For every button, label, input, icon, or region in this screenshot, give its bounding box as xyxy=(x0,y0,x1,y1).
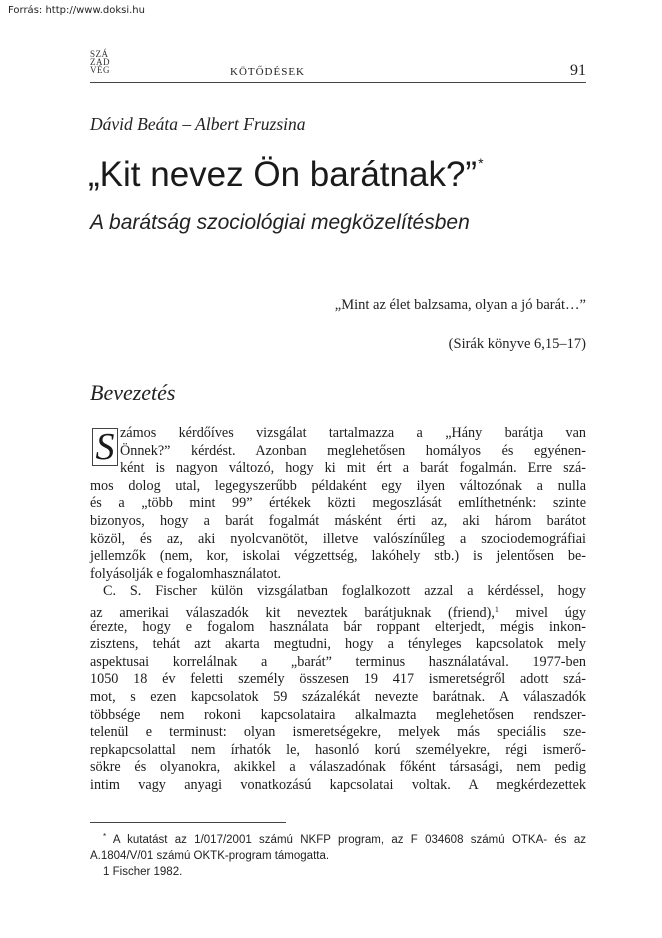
body-line: jellemzők (nem, kor, iskolai végzettség, lakóhely stb.) is jelentősen be- xyxy=(90,548,586,565)
header-rule xyxy=(90,82,586,83)
body-line: 1050 18 év feletti személy összesen 19 417 ismeretségről adott szá- xyxy=(90,671,586,688)
footnote-1-mark: 1 xyxy=(103,866,110,878)
running-title: KÖTŐDÉSEK xyxy=(230,66,305,78)
page-number: 91 xyxy=(570,62,586,79)
footnote-star-text-1: A kutatást az 1/017/2001 számú NKFP program, az F 034608 számú OTKA- és az xyxy=(112,834,587,846)
body-text xyxy=(90,425,586,794)
footnote-star-mark: * xyxy=(103,832,107,841)
source-label: Forrás: http://www.doksi.hu xyxy=(8,5,145,16)
logo-line: SZÁ xyxy=(90,49,109,59)
body-line: sökre és olyanokra, akikkel a válaszadónak főként társasági, nem pedig xyxy=(90,759,586,776)
body-line: többsége nem rokoni kapcsolataira alkalmazta meglehetősen rendszer- xyxy=(90,706,586,723)
footnote-1 xyxy=(90,864,586,880)
body-line: mot, s ezen kapcsolatok 59 százalékát nevezte barátnak. A válaszadók xyxy=(90,688,586,705)
logo-line: ZAD xyxy=(90,57,110,67)
footnotes xyxy=(90,829,586,880)
body-line: zisztens, tehát azt akarta megtudni, hogy a tényleges kapcsolatok mely xyxy=(90,636,586,653)
body-line: és a „több mint 99” értékek közti megoszlását említhetnénk: szinte xyxy=(90,495,586,512)
body-line: repkapcsolattal nem írhatók le, hasonló korú személyekre, régi ismerő- xyxy=(90,741,586,758)
body-line: Önnek?” kérdést. Azonban meglehetősen homályos és egyénen- xyxy=(120,442,586,459)
body-line: aspektusai korrelálnak a „barát” terminus használatával. 1977-ben xyxy=(90,653,586,670)
footnote-1-text: Fischer 1982. xyxy=(112,866,183,878)
body-line-fischer xyxy=(90,601,586,619)
fischer-tail: mivel úgy xyxy=(515,604,587,621)
body-line: telenül e terminust: olyan ismeretségekre, melyek más speciális sze- xyxy=(90,724,586,741)
article-subtitle: A barátság szociológiai megközelítésben xyxy=(90,211,470,234)
journal-logo xyxy=(90,50,116,74)
body-line: intim vagy anyagi vonatkozású kapcsolatai voltak. A megkérdezettek xyxy=(90,776,586,793)
footnote-star-cont: A.1804/V/01 számú OKTK-program támogatta. xyxy=(90,850,330,862)
body-line: ként is nagyon változó, hogy ki mit ért a barát fogalmán. Erre szá- xyxy=(120,460,586,477)
fischer-text: az amerikai válaszadók kit neveztek barátjuknak (friend), xyxy=(90,604,495,621)
body-line: mos dolog utal, legegyszerűbb példaként egy ilyen változónak a nulla xyxy=(90,477,586,494)
title-footnote-mark: * xyxy=(478,155,484,171)
epigraph: „Mint az élet balzsama, olyan a jó barát…” xyxy=(334,297,586,313)
article-title xyxy=(88,155,484,195)
drop-cap: S xyxy=(92,428,118,466)
body-line: C. S. Fischer külön vizsgálatban foglalkozott azzal a kérdéssel, hogy xyxy=(103,583,586,600)
body-line: bizonyos, hogy a barát fogalmát másként érti az, aki három barátot xyxy=(90,512,586,529)
body-line: érezte, hogy e fogalom használata bár roppant elterjedt, mégis inkon- xyxy=(90,618,586,635)
article-authors: Dávid Beáta – Albert Fruzsina xyxy=(90,114,306,134)
title-text: „Kit nevez Ön barátnak?” xyxy=(88,155,478,194)
logo-line: VÉG xyxy=(90,65,110,75)
body-line: folyásolják e fogalomhasználatot. xyxy=(90,565,282,582)
footnote-ref-1: 1 xyxy=(494,604,499,614)
epigraph-source: (Sirák könyve 6,15–17) xyxy=(448,336,586,352)
section-heading: Bevezetés xyxy=(90,380,176,405)
footnote-rule xyxy=(90,822,286,823)
body-line: közöl, és az, aki nyolcvanötöt, illetve valószínűleg a szociodemográfiai xyxy=(90,530,586,547)
body-line: zámos kérdőíves vizsgálat tartalmazza a „Hány barátja van xyxy=(120,425,586,441)
footnote-star xyxy=(90,829,586,848)
